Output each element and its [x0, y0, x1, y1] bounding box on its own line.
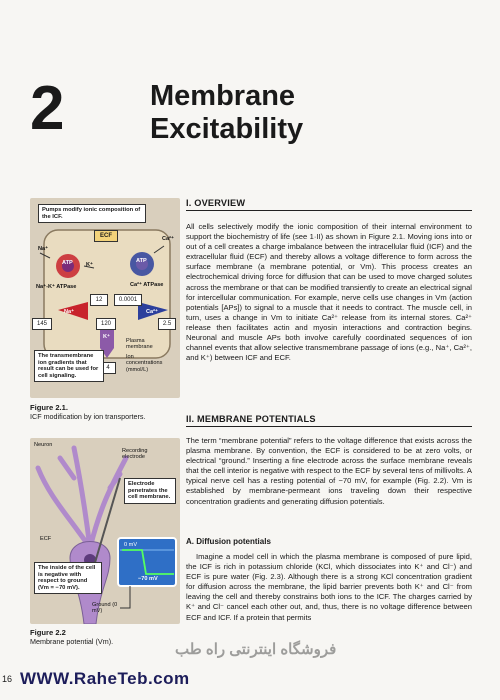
ion-k-mid: K⁺	[86, 262, 93, 268]
chapter-number: 2	[30, 74, 65, 143]
value-ca-in: 0.0001	[114, 294, 142, 306]
section-overview-body	[186, 222, 472, 363]
callout-gradients: The transmembrane ion gradients that result can be used for cell signaling.	[34, 350, 104, 382]
section-overview-heading: I. OVERVIEW	[186, 198, 472, 208]
figure-2-2-graphic	[30, 438, 180, 624]
ecf-box: ECF	[94, 230, 118, 242]
callout-inside-negative: The inside of the cell is negative with respect to ground (Vm = −70 mV).	[34, 562, 102, 594]
meter-value: −70 mV	[138, 576, 158, 582]
label-ecf-2: ECF	[40, 536, 52, 542]
chapter-title	[150, 80, 303, 146]
section-potentials-heading: II. MEMBRANE POTENTIALS	[186, 414, 472, 424]
ion-na-label: Na⁺	[64, 309, 75, 315]
atp-label-1: ATP	[62, 260, 73, 266]
label-recording-electrode: Recording electrode	[122, 448, 148, 461]
label-ca-atpase: Ca²⁺ ATPase	[130, 282, 164, 288]
value-na-out: 145	[32, 318, 52, 330]
ion-ca-top: Ca²⁺	[162, 236, 174, 242]
potentials-paragraph: The term “membrane potential” refers to the voltage difference that exists across the plasma membrane. By convention, the ECF is considered to be at zero volts, or electrical “ground.” Inserting a fine electrode across the surface membrane reveals that the cell interior is negative with respect to the ECF by several tens of millivolts. A typical nerve cell has a resting potential of −70 mV, for example (Fig. 2.2). Vm is established by membrane-permeant ions traveling down their respective concentration gradients and generating diffusion potentials.	[186, 436, 472, 506]
figure-2-1-caption-title: Figure 2.1.	[30, 403, 68, 412]
ion-na-left: Na⁺	[38, 246, 49, 252]
figure-2-1	[30, 198, 180, 398]
value-k-out: 4	[100, 362, 116, 374]
value-na-in: 12	[90, 294, 108, 306]
figure-2-2-caption	[30, 628, 190, 646]
chapter-title-line2: Excitability	[150, 113, 304, 145]
ion-ca-label: Ca²⁺	[146, 309, 158, 315]
figure-2-1-caption	[30, 403, 190, 421]
value-ca-out: 2.5	[158, 318, 176, 330]
label-ground: Ground (0 mV)	[92, 602, 118, 615]
section-diffusion-heading: A. Diffusion potentials	[186, 537, 271, 546]
section-potentials-body	[186, 436, 472, 507]
figure-2-2-caption-text: Membrane potential (Vm).	[30, 637, 114, 646]
atp-label-2: ATP	[136, 258, 147, 264]
figure-2-2-caption-title: Figure 2.2	[30, 628, 66, 637]
overview-paragraph: All cells selectively modify the ionic composition of their internal environment to support the biochemistry of life (see 1·II) as shown in Figure 2.1. Moving ions into or out of a cell creates a charge imbalance between the intracellular fluid (ICF) and the extracellular fluid (ECF) and thereby allows a voltage difference to form across the surface membrane (a membrane potential, or Vm). This process creates an electrochemical driving force for diffusion that can be used to move charged solutes across the membrane or that can be modified transiently to create an electrical signal for intercellular communication. For example, nerve cells use changes in Vm (action potentials [APs]) to signal to a muscle that it needs to contract. The muscle cell, in turn, uses a change in Vm to initiate Ca²⁺ release from its internal stores. Ca²⁺ release then facilitates actin and myosin interactions and contraction begins. Neuronal and muscle APs both involve carefully coordinated sequences of ion channel events that allow selective transmembrane passage of ions (e.g., Na⁺, Ca²⁺, and K⁺) between ICF and ECF.	[186, 222, 472, 363]
watermark-url: WWW.RaheTeb.com	[20, 669, 190, 688]
figure-2-2	[30, 438, 180, 624]
meter-zero: 0 mV	[124, 542, 138, 548]
diffusion-paragraph: Imagine a model cell in which the plasma membrane is composed of pure lipid, the ICF is rich in potassium chloride (KCl, which dissociates into K⁺ and Cl⁻) and ECF is pure water (Fig. 2.3). Although there is a strong KCl concentration gradient for diffusion across the membrane, the lipid barrier prevents both K⁺ and Cl⁻ from leaving the cell and thereby constrains both ions to the ICF. The charges carried by K⁺ and Cl⁻ cancel each other out, and, thus, there is no voltage difference between ECF and ICF. If a protein that permits	[186, 552, 472, 622]
watermark-persian: فروشگاه اینترنتی راه طب	[175, 641, 337, 658]
label-na-k-atpase: Na⁺-K⁺ ATPase	[36, 284, 77, 290]
label-neuron: Neuron	[34, 442, 53, 448]
chapter-title-line1: Membrane	[150, 80, 296, 112]
ion-k-label: K⁺	[103, 334, 110, 340]
figure-2-1-caption-text: ICF modification by ion transporters.	[30, 412, 146, 421]
label-ion-concentrations: Ion concentrations (mmol/L)	[126, 354, 163, 373]
section-diffusion-body	[186, 552, 472, 623]
callout-electrode: Electrode penetrates the cell membrane.	[124, 478, 176, 504]
value-k-in: 120	[96, 318, 116, 330]
page-number: 16	[2, 674, 13, 684]
label-plasma-membrane: Plasma membrane	[126, 338, 153, 351]
callout-pumps: Pumps modify ionic composition of the ICF.	[38, 204, 146, 223]
